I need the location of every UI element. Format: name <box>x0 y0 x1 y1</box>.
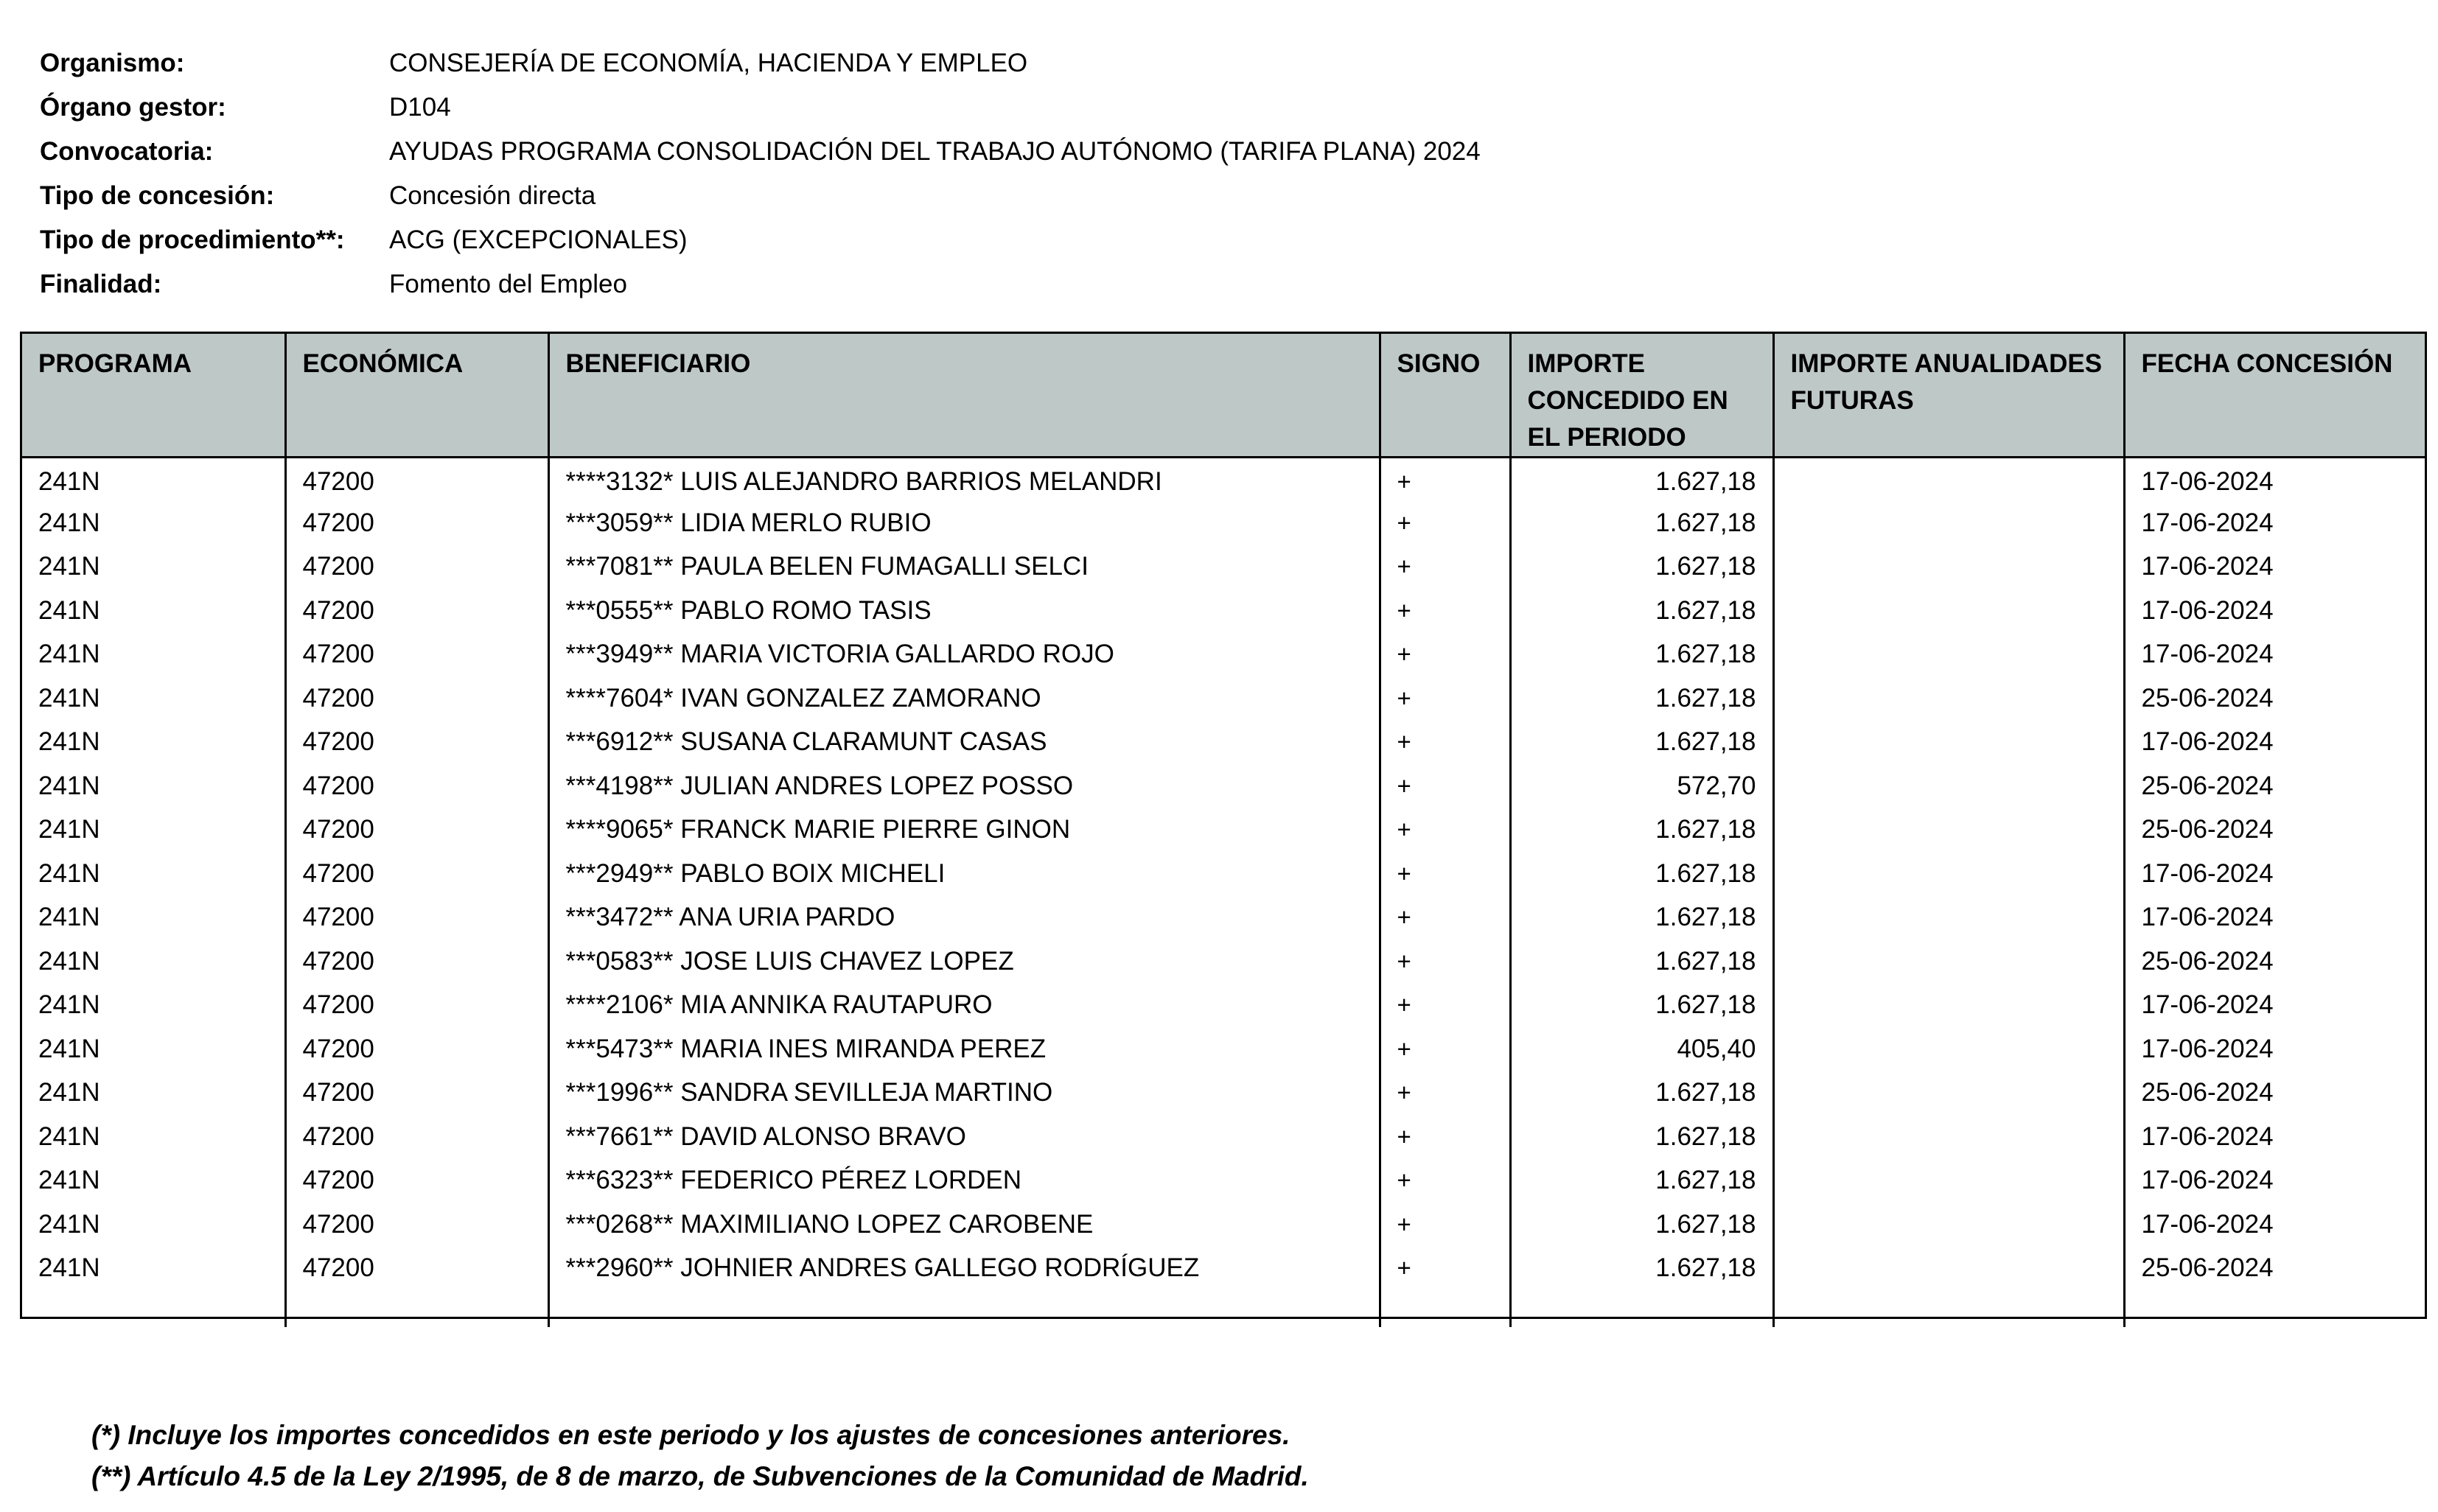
cell-signo: + <box>1380 458 1510 502</box>
empty-cell <box>548 1290 1380 1327</box>
cell-signo: + <box>1380 852 1510 896</box>
empty-cell <box>22 1290 285 1327</box>
header-row-tipo-procedimiento <box>40 218 1809 262</box>
header-label: Órgano gestor: <box>40 93 226 122</box>
cell-economica: 47200 <box>285 589 548 633</box>
cell-importe-futuras <box>1773 1115 2124 1159</box>
table-row <box>22 808 2425 853</box>
cell-programa: 241N <box>22 633 285 677</box>
cell-programa: 241N <box>22 458 285 502</box>
cell-importe: 1.627,18 <box>1510 1247 1773 1291</box>
cell-importe-futuras <box>1773 1071 2124 1116</box>
header-row-organo-gestor <box>40 85 1809 130</box>
table-row <box>22 1203 2425 1247</box>
cell-beneficiario: ****3132* LUIS ALEJANDRO BARRIOS MELANDRI <box>548 458 1380 502</box>
cell-fecha: 17-06-2024 <box>2141 552 2274 581</box>
table-row <box>22 764 2425 808</box>
cell-importe-futuras <box>1773 721 2124 765</box>
table-row <box>22 458 2425 502</box>
cell-importe: 1.627,18 <box>1510 984 1773 1028</box>
cell-fecha: 17-06-2024 <box>2141 727 2274 757</box>
cell-importe: 1.627,18 <box>1510 458 1773 502</box>
cell-importe: 1.627,18 <box>1510 721 1773 765</box>
cell-economica: 47200 <box>285 458 548 502</box>
cell-fecha: 25-06-2024 <box>2141 815 2274 844</box>
header-value: Concesión directa <box>389 181 596 210</box>
header-row-tipo-concesion <box>40 174 1809 218</box>
cell-beneficiario: ***2949** PABLO BOIX MICHELI <box>548 852 1380 896</box>
cell-fecha: 25-06-2024 <box>2141 1253 2274 1283</box>
cell-signo: + <box>1380 589 1510 633</box>
cell-importe: 572,70 <box>1510 764 1773 808</box>
cell-signo: + <box>1380 501 1510 545</box>
cell-signo: + <box>1380 764 1510 808</box>
cell-programa: 241N <box>22 1247 285 1291</box>
cell-importe: 1.627,18 <box>1510 852 1773 896</box>
cell-economica: 47200 <box>285 1115 548 1159</box>
table-row <box>22 1115 2425 1159</box>
column-header-importe-concedido: IMPORTE CONCEDIDO EN EL PERIODO <box>1510 334 1773 458</box>
header-label: Finalidad: <box>40 270 162 298</box>
cell-programa: 241N <box>22 545 285 589</box>
header-value: CONSEJERÍA DE ECONOMÍA, HACIENDA Y EMPLEO <box>389 49 1028 77</box>
cell-programa: 241N <box>22 896 285 940</box>
cell-importe-futuras <box>1773 676 2124 721</box>
table-row <box>22 721 2425 765</box>
table-row <box>22 984 2425 1028</box>
header-row-organismo <box>40 41 1809 85</box>
cell-beneficiario: ***7081** PAULA BELEN FUMAGALLI SELCI <box>548 545 1380 589</box>
cell-importe-futuras <box>1773 589 2124 633</box>
column-header-importe-futuras: IMPORTE ANUALIDADES FUTURAS <box>1773 334 2124 458</box>
cell-programa: 241N <box>22 1115 285 1159</box>
cell-economica: 47200 <box>285 764 548 808</box>
cell-beneficiario: ***6912** SUSANA CLARAMUNT CASAS <box>548 721 1380 765</box>
cell-importe: 1.627,18 <box>1510 1115 1773 1159</box>
header-value: ACG (EXCEPCIONALES) <box>389 225 688 254</box>
header-label: Organismo: <box>40 49 185 77</box>
cell-beneficiario: ***3059** LIDIA MERLO RUBIO <box>548 501 1380 545</box>
cell-signo: + <box>1380 633 1510 677</box>
cell-signo: + <box>1380 1203 1510 1247</box>
column-header-beneficiario: BENEFICIARIO <box>548 334 1380 458</box>
cell-signo: + <box>1380 1071 1510 1116</box>
cell-importe-futuras <box>1773 545 2124 589</box>
cell-signo: + <box>1380 1159 1510 1203</box>
cell-beneficiario: ****7604* IVAN GONZALEZ ZAMORANO <box>548 676 1380 721</box>
cell-beneficiario: ***0583** JOSE LUIS CHAVEZ LOPEZ <box>548 939 1380 984</box>
cell-signo: + <box>1380 1247 1510 1291</box>
cell-beneficiario: ***2960** JOHNIER ANDRES GALLEGO RODRÍGUEZ <box>548 1247 1380 1291</box>
table-header-row <box>22 334 2425 458</box>
cell-beneficiario: ***4198** JULIAN ANDRES LOPEZ POSSO <box>548 764 1380 808</box>
cell-economica: 47200 <box>285 1071 548 1116</box>
cell-fecha: 17-06-2024 <box>2141 990 2274 1020</box>
cell-signo: + <box>1380 676 1510 721</box>
header-label: Tipo de concesión: <box>40 181 275 210</box>
cell-importe-futuras <box>1773 1159 2124 1203</box>
cell-fecha: 17-06-2024 <box>2141 903 2274 932</box>
cell-economica: 47200 <box>285 721 548 765</box>
cell-economica: 47200 <box>285 1247 548 1291</box>
cell-programa: 241N <box>22 1027 285 1071</box>
cell-fecha: 25-06-2024 <box>2141 771 2274 800</box>
cell-importe: 1.627,18 <box>1510 501 1773 545</box>
cell-beneficiario: ***0555** PABLO ROMO TASIS <box>548 589 1380 633</box>
cell-fecha: 17-06-2024 <box>2141 1209 2274 1239</box>
cell-programa: 241N <box>22 852 285 896</box>
cell-fecha: 17-06-2024 <box>2141 508 2274 537</box>
cell-signo: + <box>1380 1027 1510 1071</box>
column-header-economica: ECONÓMICA <box>285 334 548 458</box>
cell-programa: 241N <box>22 589 285 633</box>
header-label: Convocatoria: <box>40 137 214 166</box>
cell-beneficiario: ***7661** DAVID ALONSO BRAVO <box>548 1115 1380 1159</box>
table-row <box>22 1159 2425 1203</box>
cell-programa: 241N <box>22 721 285 765</box>
table-row <box>22 939 2425 984</box>
cell-beneficiario: ****9065* FRANCK MARIE PIERRE GINON <box>548 808 1380 853</box>
cell-signo: + <box>1380 896 1510 940</box>
header-label: Tipo de procedimiento**: <box>40 225 345 254</box>
cell-importe: 1.627,18 <box>1510 633 1773 677</box>
cell-economica: 47200 <box>285 808 548 853</box>
cell-importe: 1.627,18 <box>1510 589 1773 633</box>
cell-importe-futuras <box>1773 633 2124 677</box>
cell-economica: 47200 <box>285 545 548 589</box>
table-row <box>22 501 2425 545</box>
cell-economica: 47200 <box>285 896 548 940</box>
cell-beneficiario: ***1996** SANDRA SEVILLEJA MARTINO <box>548 1071 1380 1116</box>
cell-fecha: 17-06-2024 <box>2141 1166 2274 1195</box>
cell-importe: 1.627,18 <box>1510 1071 1773 1116</box>
cell-signo: + <box>1380 1115 1510 1159</box>
cell-importe: 1.627,18 <box>1510 676 1773 721</box>
empty-cell <box>1380 1290 1510 1327</box>
table-row <box>22 633 2425 677</box>
cell-economica: 47200 <box>285 1027 548 1071</box>
cell-programa: 241N <box>22 1071 285 1116</box>
cell-importe: 1.627,18 <box>1510 808 1773 853</box>
cell-signo: + <box>1380 545 1510 589</box>
cell-beneficiario: ***3949** MARIA VICTORIA GALLARDO ROJO <box>548 633 1380 677</box>
cell-importe-futuras <box>1773 1203 2124 1247</box>
cell-importe-futuras <box>1773 764 2124 808</box>
cell-programa: 241N <box>22 939 285 984</box>
header-value: Fomento del Empleo <box>389 270 627 298</box>
table-row <box>22 1071 2425 1116</box>
header-value: AYUDAS PROGRAMA CONSOLIDACIÓN DEL TRABAJO AUTÓNOMO (TARIFA PLANA) 2024 <box>389 137 1481 166</box>
table-row <box>22 896 2425 940</box>
cell-fecha: 25-06-2024 <box>2141 1078 2274 1107</box>
cell-fecha: 17-06-2024 <box>2141 858 2274 888</box>
footnote-importes: (*) Incluye los importes concedidos en este periodo y los ajustes de concesiones anteriores. <box>91 1420 1290 1450</box>
cell-signo: + <box>1380 808 1510 853</box>
cell-fecha: 17-06-2024 <box>2141 467 2274 496</box>
cell-importe: 1.627,18 <box>1510 939 1773 984</box>
document-header <box>40 41 1809 307</box>
table-row <box>22 545 2425 589</box>
cell-programa: 241N <box>22 1203 285 1247</box>
cell-fecha: 25-06-2024 <box>2141 683 2274 713</box>
cell-fecha: 17-06-2024 <box>2141 1034 2274 1063</box>
cell-economica: 47200 <box>285 501 548 545</box>
header-value: D104 <box>389 93 451 122</box>
table-row <box>22 1247 2425 1291</box>
column-header-programa: PROGRAMA <box>22 334 285 458</box>
header-row-finalidad <box>40 262 1809 307</box>
cell-fecha: 17-06-2024 <box>2141 595 2274 625</box>
cell-programa: 241N <box>22 1159 285 1203</box>
empty-cell <box>1510 1290 1773 1327</box>
column-header-fecha: FECHA CONCESIÓN <box>2124 334 2425 458</box>
empty-cell <box>2124 1290 2425 1327</box>
cell-importe-futuras <box>1773 501 2124 545</box>
cell-economica: 47200 <box>285 939 548 984</box>
table-row <box>22 589 2425 633</box>
cell-economica: 47200 <box>285 984 548 1028</box>
cell-importe-futuras <box>1773 1027 2124 1071</box>
grants-table-frame <box>20 332 2427 1319</box>
cell-signo: + <box>1380 721 1510 765</box>
cell-programa: 241N <box>22 984 285 1028</box>
cell-economica: 47200 <box>285 1203 548 1247</box>
cell-importe: 1.627,18 <box>1510 1203 1773 1247</box>
cell-importe-futuras <box>1773 458 2124 502</box>
cell-importe-futuras <box>1773 1247 2124 1291</box>
cell-programa: 241N <box>22 764 285 808</box>
cell-programa: 241N <box>22 676 285 721</box>
cell-programa: 241N <box>22 808 285 853</box>
cell-economica: 47200 <box>285 1159 548 1203</box>
cell-fecha: 17-06-2024 <box>2141 640 2274 669</box>
cell-importe: 1.627,18 <box>1510 1159 1773 1203</box>
cell-importe-futuras <box>1773 984 2124 1028</box>
grants-table <box>22 334 2425 1327</box>
cell-fecha: 25-06-2024 <box>2141 946 2274 976</box>
column-header-signo: SIGNO <box>1380 334 1510 458</box>
table-row <box>22 676 2425 721</box>
cell-beneficiario: ***3472** ANA URIA PARDO <box>548 896 1380 940</box>
table-body <box>22 458 2425 1328</box>
cell-economica: 47200 <box>285 852 548 896</box>
header-row-convocatoria <box>40 130 1809 174</box>
cell-importe-futuras <box>1773 939 2124 984</box>
cell-importe: 1.627,18 <box>1510 896 1773 940</box>
table-row <box>22 1027 2425 1071</box>
cell-economica: 47200 <box>285 633 548 677</box>
cell-beneficiario: ****2106* MIA ANNIKA RAUTAPURO <box>548 984 1380 1028</box>
cell-importe-futuras <box>1773 852 2124 896</box>
cell-importe-futuras <box>1773 808 2124 853</box>
table-row <box>22 852 2425 896</box>
cell-importe-futuras <box>1773 896 2124 940</box>
table-filler-row <box>22 1290 2425 1327</box>
footnote-articulo: (**) Artículo 4.5 de la Ley 2/1995, de 8 de marzo, de Subvenciones de la Comunidad de Madrid. <box>91 1461 1309 1491</box>
cell-beneficiario: ***6323** FEDERICO PÉREZ LORDEN <box>548 1159 1380 1203</box>
empty-cell <box>285 1290 548 1327</box>
footnotes <box>91 1415 1309 1497</box>
cell-beneficiario: ***5473** MARIA INES MIRANDA PEREZ <box>548 1027 1380 1071</box>
empty-cell <box>1773 1290 2124 1327</box>
cell-importe: 405,40 <box>1510 1027 1773 1071</box>
cell-beneficiario: ***0268** MAXIMILIANO LOPEZ CAROBENE <box>548 1203 1380 1247</box>
cell-signo: + <box>1380 984 1510 1028</box>
cell-economica: 47200 <box>285 676 548 721</box>
cell-importe: 1.627,18 <box>1510 545 1773 589</box>
cell-programa: 241N <box>22 501 285 545</box>
cell-fecha: 17-06-2024 <box>2141 1121 2274 1151</box>
cell-signo: + <box>1380 939 1510 984</box>
